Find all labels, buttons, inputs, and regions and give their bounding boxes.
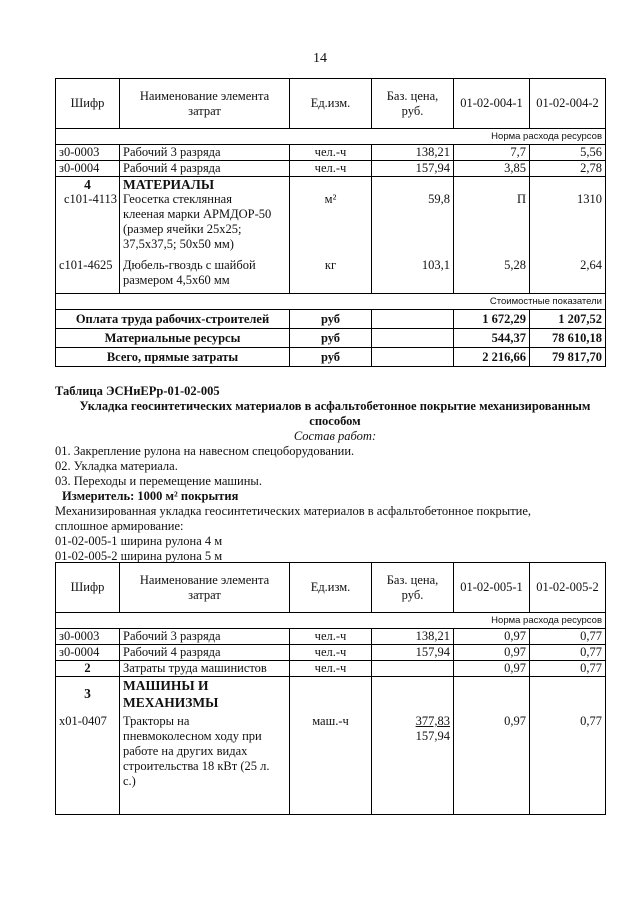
- scope-line: Механизированная укладка геосинтетических материалов в асфальтобетонное покрытие,: [55, 504, 532, 518]
- material-name: Геосетка стеклянная клееная марки АРМДОР-50 (размер ячейки 25х25; 37,5х37,5; 50х50 мм): [120, 192, 290, 252]
- header-col1: 01-02-004-1: [454, 79, 530, 129]
- machine-name: Тракторы на пневмоколесном ходу при работе на других видах строительства 18 кВт (25 л. с.): [120, 711, 290, 815]
- table-row: с101-4113 Геосетка стеклянная клееная марки АРМДОР-50 (размер ячейки 25х25; 37,5х37,5; 50х50 мм) м² 59,8 П 1310: [56, 192, 606, 252]
- header-code: Шифр: [56, 563, 120, 613]
- materials-section-row: 4 МАТЕРИАЛЫ: [56, 177, 606, 193]
- table-row: с101-4625 Дюбель-гвоздь с шайбой размером 4,5х60 мм кг 103,1 5,28 2,64: [56, 252, 606, 294]
- machinists-row: 2 Затраты труда машинистов чел.-ч 0,97 0,77: [56, 661, 606, 677]
- machines-section-row: 3 МАШИНЫ И МЕХАНИЗМЫ: [56, 677, 606, 712]
- variant-line: 01-02-005-1 ширина рулона 4 м: [55, 534, 223, 548]
- norms-row: [56, 613, 606, 629]
- cost-row: [56, 294, 606, 310]
- machine-price: 377,83 157,94: [372, 711, 454, 815]
- table-row: з0-0004 Рабочий 4 разряда чел.-ч 157,94 3,85 2,78: [56, 161, 606, 177]
- work-step: 01. Закрепление рулона на навесном спецоборудовании.: [55, 444, 355, 458]
- total-row: Оплата труда рабочих-строителей руб 1 672,29 1 207,52: [56, 310, 606, 329]
- norms-label: Норма расхода ресурсов: [56, 129, 606, 145]
- header-unit: Ед.изм.: [290, 563, 372, 613]
- table-id: Таблица ЭСНиЕРр-01-02-005: [55, 384, 220, 398]
- header-name: Наименование элемента затрат: [120, 563, 290, 613]
- composition-label: Состав работ:: [293, 429, 377, 443]
- table-header-row: [56, 79, 606, 129]
- norms-label: Норма расхода ресурсов: [56, 613, 606, 629]
- material-name: Дюбель-гвоздь с шайбой размером 4,5х60 мм: [120, 252, 290, 294]
- work-step: 03. Переходы и перемещение машины.: [55, 474, 262, 488]
- resource-table-01-02-004: [55, 78, 606, 367]
- header-col1: 01-02-005-1: [454, 563, 530, 613]
- page-number: 14: [313, 51, 327, 66]
- variant-line: 01-02-005-2 ширина рулона 5 м: [55, 549, 223, 563]
- header-price: Баз. цена, руб.: [372, 563, 454, 613]
- norms-row: [56, 129, 606, 145]
- table-row: з0-0004 Рабочий 4 разряда чел.-ч 157,94 0,97 0,77: [56, 645, 606, 661]
- resource-table-01-02-005: [55, 562, 606, 815]
- header-col2: 01-02-004-2: [530, 79, 606, 129]
- machines-section-name: МАШИНЫ И МЕХАНИЗМЫ: [120, 677, 290, 712]
- table-row: з0-0003 Рабочий 3 разряда чел.-ч 138,21 7,7 5,56: [56, 145, 606, 161]
- header-col2: 01-02-005-2: [530, 563, 606, 613]
- work-step: 02. Укладка материала.: [55, 459, 178, 473]
- table-row: з0-0003 Рабочий 3 разряда чел.-ч 138,21 0,97 0,77: [56, 629, 606, 645]
- table-heading: Укладка геосинтетических материалов в асфальтобетонное покрытие механизированным способом: [79, 399, 591, 428]
- scope-line: сплошное армирование:: [55, 519, 184, 533]
- total-row: Материальные ресурсы руб 544,37 78 610,18: [56, 329, 606, 348]
- table-description: [55, 384, 615, 564]
- total-row: Всего, прямые затраты руб 2 216,66 79 817,70: [56, 348, 606, 367]
- header-price: Баз. цена, руб.: [372, 79, 454, 129]
- header-unit: Ед.изм.: [290, 79, 372, 129]
- table-header-row: [56, 563, 606, 613]
- table-row: х01-0407 Тракторы на пневмоколесном ходу при работе на других видах строительства 18 кВт (25 л. с.) маш.-ч 377,83 157,94 0,97 0,77: [56, 711, 606, 815]
- measure-unit: Измеритель: 1000 м² покрытия: [62, 489, 239, 503]
- header-code: Шифр: [56, 79, 120, 129]
- header-name: Наименование элемента затрат: [120, 79, 290, 129]
- cost-label: Стоимостные показатели: [56, 294, 606, 310]
